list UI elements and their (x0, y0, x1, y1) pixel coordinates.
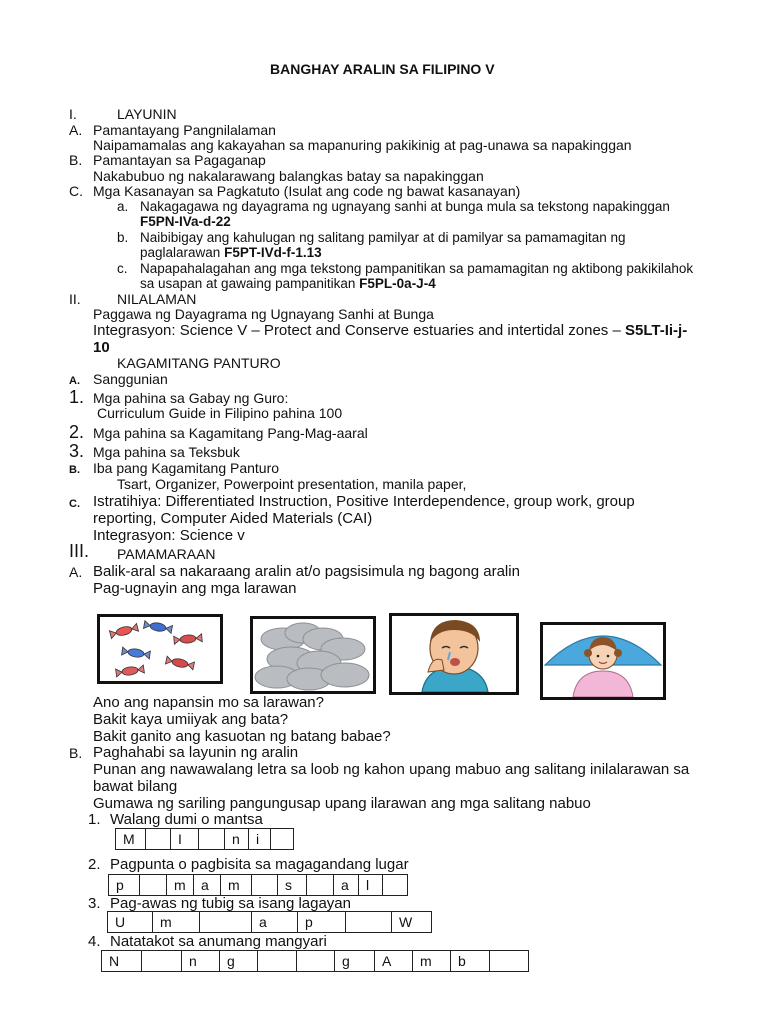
letter-box[interactable]: m (220, 875, 251, 895)
letter-box[interactable]: A (374, 951, 412, 971)
page-title: BANGHAY ARALIN SA FILIPINO V (270, 61, 495, 77)
list-text: Curriculum Guide in Filipino pahina 100 (97, 405, 343, 421)
objective-code: F5PT-IVd-f-1.13 (224, 245, 322, 260)
letter-box[interactable]: N (109, 953, 120, 969)
integration-code-cont: 10 (93, 339, 110, 356)
clouds-picture (250, 616, 376, 694)
letter-box[interactable] (198, 829, 224, 849)
integration-label: Integrasyon: Science V – Protect and Conserve estuaries and intertidal zones – (93, 322, 621, 339)
question: Bakit kaya umiiyak ang bata? (93, 711, 289, 728)
item-title: Mga Kasanayan sa Pagkatuto (Isulat ang code ng bawat kasanayan) (93, 183, 521, 199)
item-title: Pamantayang Pangnilalaman (93, 122, 276, 138)
puzzle-clue: Walang dumi o mantsa (110, 811, 263, 828)
item-letter: A. (69, 375, 80, 387)
letter-box[interactable]: a (193, 875, 220, 895)
letter-box[interactable]: a (333, 875, 358, 895)
objective-text-cont: paglalarawan (140, 245, 221, 260)
objective-text: Naibibigay ang kahulugan ng salitang pamilyar at di pamilyar sa pamamagitan ng (140, 230, 626, 245)
section-number: III. (69, 541, 90, 561)
letter-box[interactable] (306, 875, 333, 895)
subsection-heading: KAGAMITANG PANTURO (117, 355, 281, 371)
question: Ano ang napansin mo sa larawan? (93, 694, 324, 711)
item-title: Sanggunian (93, 371, 168, 387)
strategy-text: Istratihiya: Differentiated Instruction, Positive Interdependence, group work, group (93, 493, 635, 510)
objective-text: Napapahalagahan ang mga tekstong pampanitikan sa pamamagitan ng aktibong pakikilahok (140, 261, 694, 276)
letter-box[interactable] (382, 875, 407, 895)
letter-box[interactable] (139, 875, 166, 895)
letter-box[interactable]: i (248, 829, 270, 849)
item-letter: B. (69, 152, 83, 168)
question: Bakit ganito ang kasuotan ng batang babae? (93, 728, 391, 745)
letter-box[interactable]: U (115, 914, 126, 930)
item-title: Iba pang Kagamitang Panturo (93, 460, 280, 476)
girl-with-umbrella-icon (543, 625, 663, 697)
item-title: Paghahabi sa layunin ng aralin (93, 744, 299, 761)
puzzle-clue: Natatakot sa anumang mangyari (110, 933, 327, 950)
letter-boxes (108, 874, 408, 896)
letter-box[interactable] (345, 912, 391, 932)
letter-box[interactable]: m (152, 912, 199, 932)
item-title: Pamantayan sa Pagaganap (93, 152, 266, 168)
integration-code: S5LT-Ii-j- (624, 322, 688, 339)
letter-box[interactable]: p (116, 877, 124, 893)
item-letter: C. (69, 183, 83, 199)
section-heading: LAYUNIN (117, 106, 177, 122)
candies-icon (100, 617, 220, 681)
list-number: 3. (69, 441, 85, 461)
sub-letter: b. (117, 230, 129, 245)
letter-box[interactable]: a (251, 912, 297, 932)
letter-box[interactable]: g (334, 951, 374, 971)
letter-box[interactable]: m (412, 951, 450, 971)
item-letter: B. (69, 464, 80, 476)
letter-box[interactable] (145, 829, 170, 849)
letter-box[interactable]: p (297, 912, 345, 932)
section-number: I. (69, 106, 77, 122)
section-number: II. (69, 291, 81, 307)
item-text: Nakabubuo ng nakalarawang balangkas batay sa napakinggan (93, 168, 484, 184)
puzzle-clue: Pagpunta o pagbisita sa magagandang lugar (110, 856, 409, 873)
crying-child-picture (389, 613, 519, 695)
letter-box[interactable] (199, 912, 251, 932)
topic-text: Paggawa ng Dayagrama ng Ugnayang Sanhi at Bunga (93, 306, 434, 322)
item-letter: A. (69, 122, 83, 138)
candies-picture (97, 614, 223, 684)
sub-letter: c. (117, 261, 128, 276)
item-letter: B. (69, 745, 83, 761)
letter-box[interactable]: n (224, 829, 248, 849)
list-number: 2. (69, 422, 85, 442)
strategy-text: reporting, Computer Aided Materials (CAI) (93, 510, 373, 527)
letter-box[interactable]: M (123, 831, 135, 847)
item-letter: C. (69, 498, 80, 510)
instruction-text: Gumawa ng sariling pangungusap upang ilarawan ang mga salitang nabuo (93, 795, 591, 812)
instruction-text: bawat bilang (93, 778, 178, 795)
letter-boxes (107, 911, 432, 933)
list-text: Mga pahina sa Gabay ng Guro: (93, 390, 289, 406)
section-heading: NILALAMAN (117, 291, 197, 307)
strategy-text: Integrasyon: Science v (93, 527, 245, 544)
letter-box[interactable]: n (181, 951, 219, 971)
objective-text (140, 276, 436, 292)
item-letter: A. (69, 564, 83, 580)
objective-code: F5PL-0a-J-4 (359, 276, 436, 291)
objective-text: Nakagagawa ng dayagrama ng ugnayang sanhi at bunga mula sa tekstong napakinggan (140, 199, 670, 214)
puzzle-clue: Pag-awas ng tubig sa isang lagayan (110, 895, 351, 912)
letter-box[interactable]: W (391, 912, 431, 932)
girl-umbrella-picture (540, 622, 666, 700)
puzzle-number: 1. (88, 811, 101, 828)
letter-box[interactable]: m (166, 875, 193, 895)
item-text: Tsart, Organizer, Powerpoint presentation, manila paper, (117, 476, 467, 492)
rain-clouds-icon (253, 619, 373, 691)
list-number: 1. (69, 387, 85, 407)
letter-box[interactable]: l (358, 875, 382, 895)
letter-box[interactable] (251, 875, 277, 895)
letter-boxes (101, 950, 529, 972)
item-text: Naipamamalas ang kakayahan sa mapanuring pakikinig at pag-unawa sa napakinggan (93, 137, 632, 153)
item-text: Pag-ugnayin ang mga larawan (93, 580, 297, 597)
instruction-text: Punan ang nawawalang letra sa loob ng kahon upang mabuo ang salitang inilalarawan sa (93, 761, 690, 778)
section-heading: PAMAMARAAN (117, 546, 216, 562)
letter-box[interactable] (296, 951, 334, 971)
objective-code: F5PN-IVa-d-22 (140, 214, 231, 229)
puzzle-number: 4. (88, 933, 101, 950)
letter-box[interactable] (141, 951, 181, 971)
puzzle-number: 3. (88, 895, 101, 912)
objective-text (140, 245, 322, 261)
letter-boxes (115, 828, 294, 850)
letter-box[interactable]: I (170, 829, 198, 849)
letter-box[interactable] (270, 829, 293, 849)
list-text: Mga pahina sa Kagamitang Pang-Mag-aaral (93, 425, 368, 441)
list-text: Mga pahina sa Teksbuk (93, 444, 240, 460)
integration-text (93, 322, 687, 339)
letter-box[interactable]: s (277, 875, 306, 895)
objective-text-cont: sa usapan at gawaing pampanitikan (140, 276, 356, 291)
sub-letter: a. (117, 199, 129, 214)
letter-box[interactable]: b (450, 951, 489, 971)
letter-box[interactable]: g (219, 951, 257, 971)
letter-box[interactable] (489, 951, 528, 971)
crying-child-icon (392, 616, 516, 692)
letter-box[interactable] (257, 951, 296, 971)
puzzle-number: 2. (88, 856, 101, 873)
item-title: Balik-aral sa nakaraang aralin at/o pagsisimula ng bagong aralin (93, 563, 520, 580)
